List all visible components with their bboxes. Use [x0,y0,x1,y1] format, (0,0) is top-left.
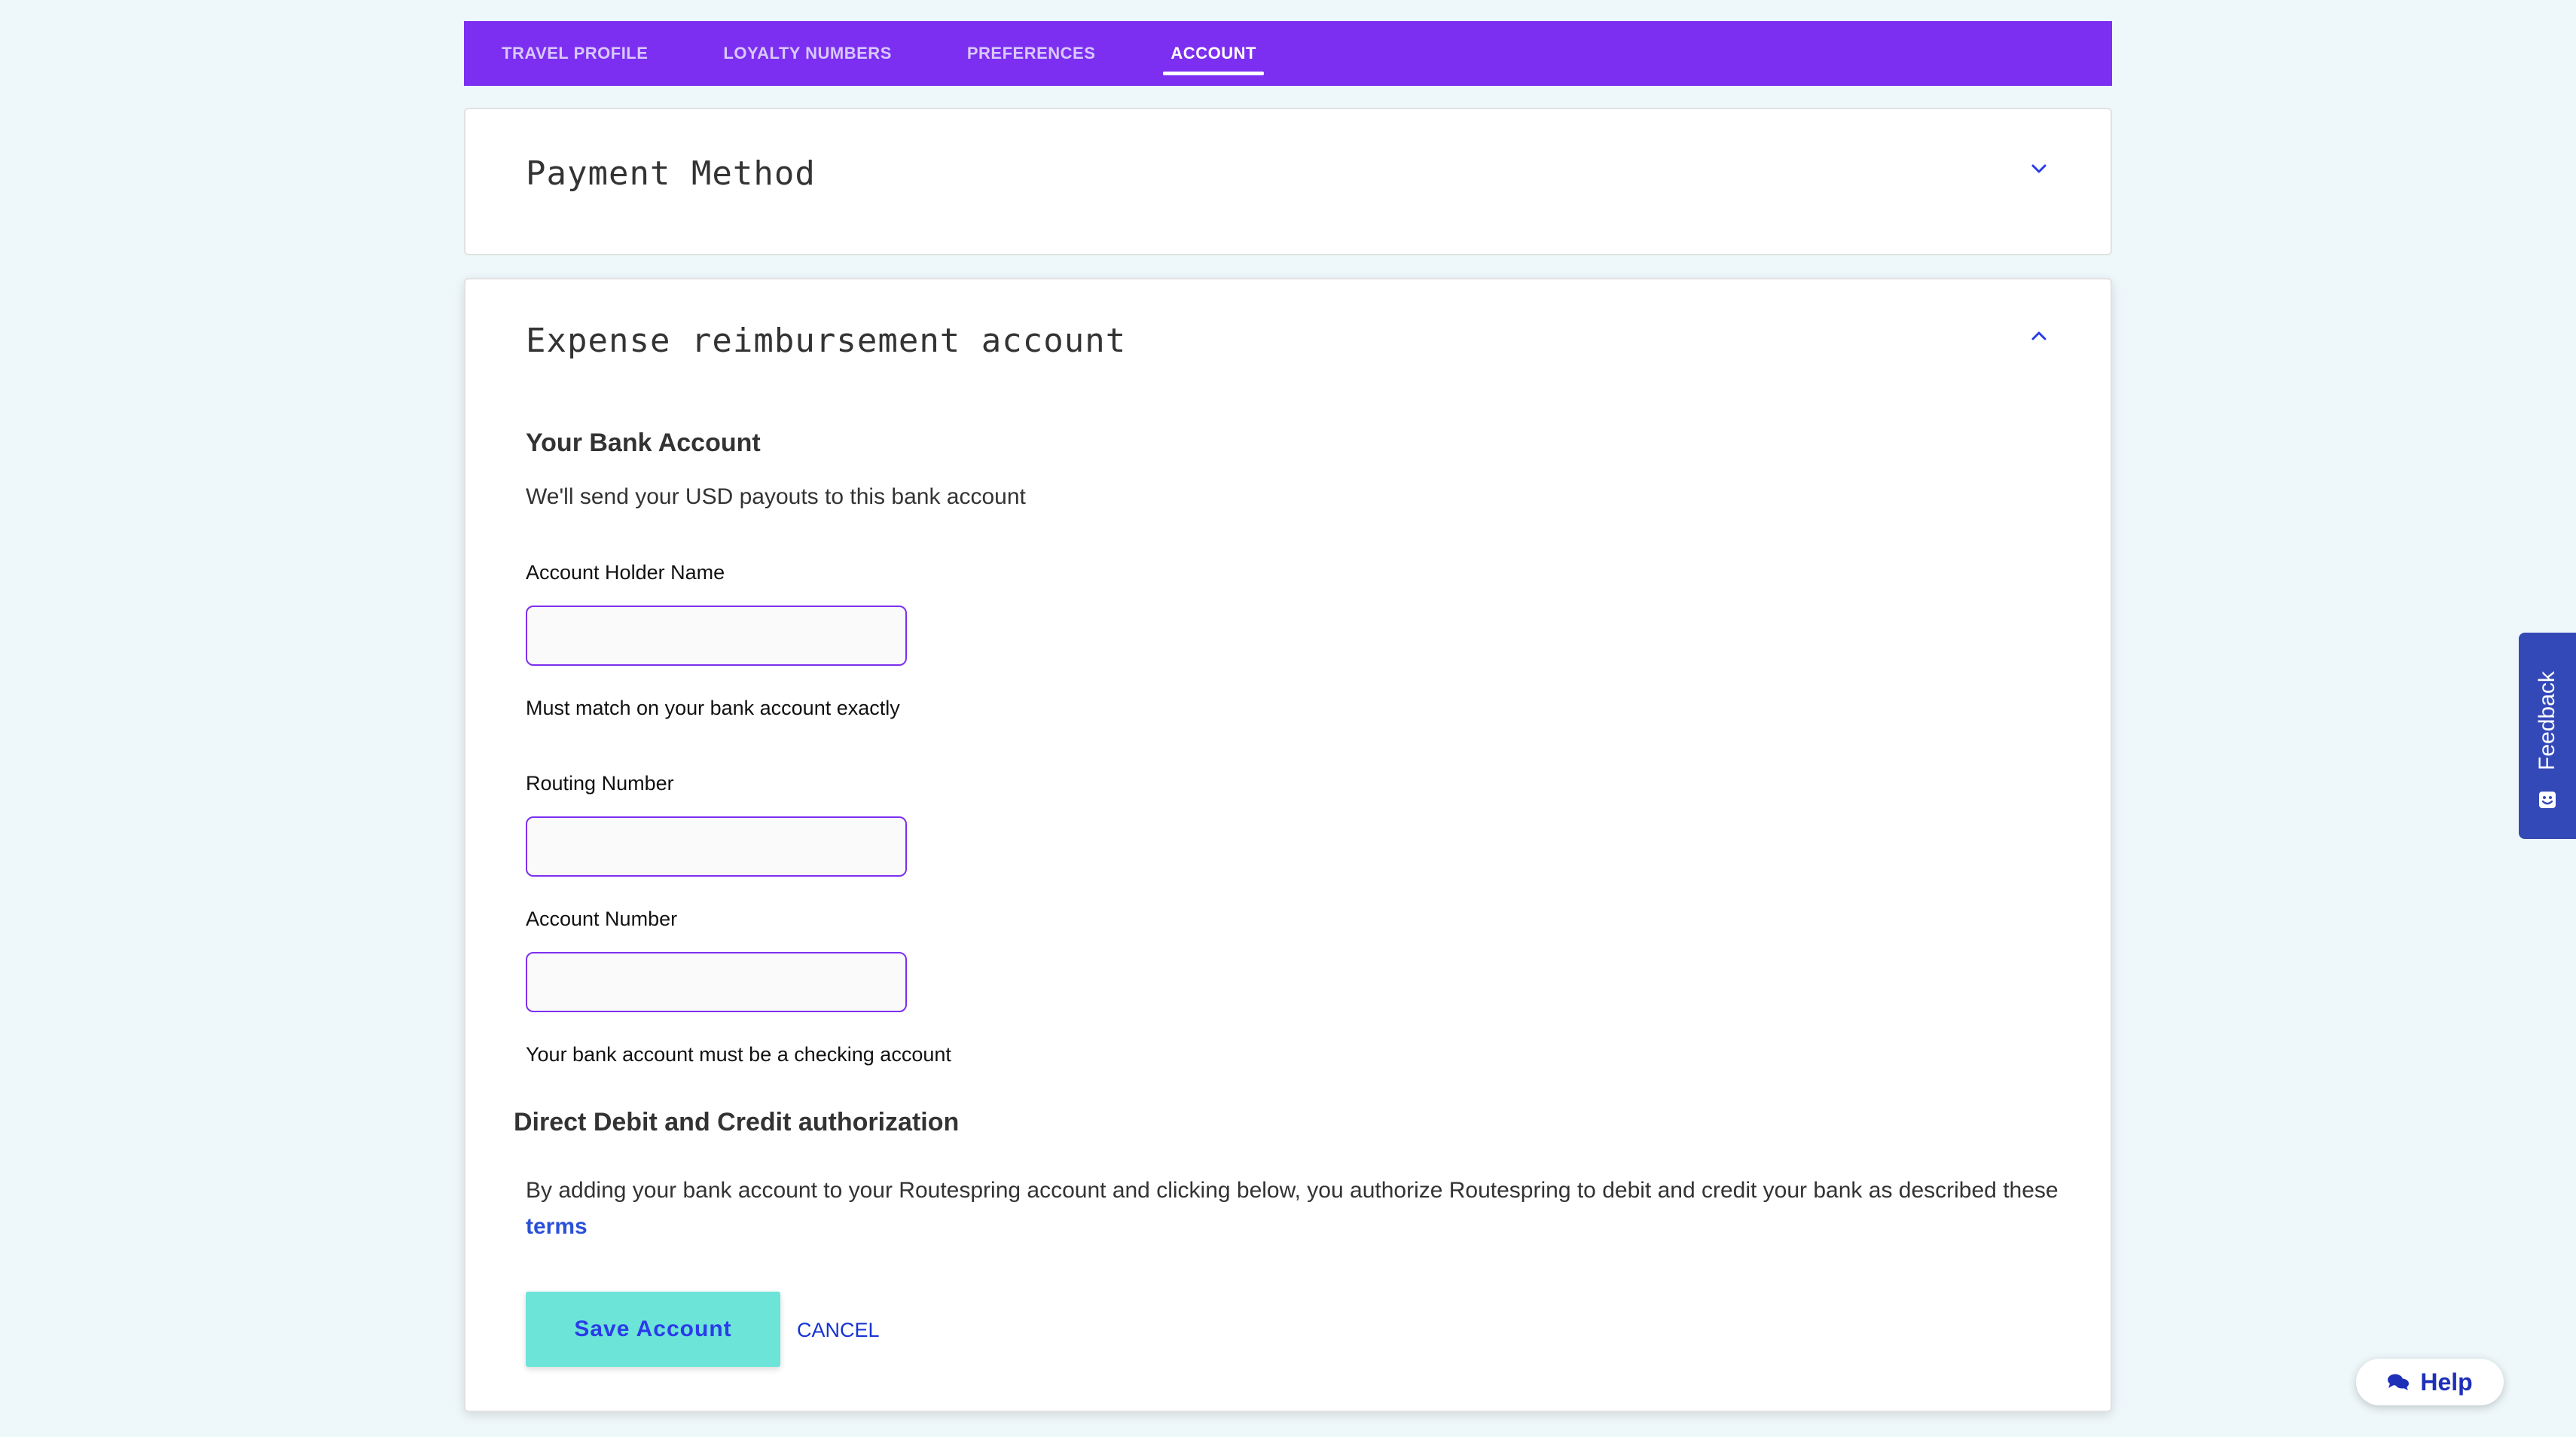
payment-method-card [464,108,2112,255]
routing-number-input[interactable] [526,816,907,877]
chevron-down-icon[interactable] [2029,159,2049,178]
tab-loyalty-numbers[interactable]: LOYALTY NUMBERS [723,44,892,63]
bank-account-heading: Your Bank Account [526,429,761,457]
feedback-tab[interactable] [2519,633,2576,839]
chat-bubbles-icon [2387,1372,2410,1392]
account-number-input[interactable] [526,952,907,1012]
tab-travel-profile[interactable]: TRAVEL PROFILE [502,44,649,63]
authorization-text [526,1173,2062,1245]
expense-reimbursement-title: Expense reimbursement account [526,322,1127,360]
cancel-button[interactable]: CANCEL [797,1319,880,1341]
account-holder-input[interactable] [526,606,907,666]
tab-account[interactable]: ACCOUNT [1170,21,1256,86]
profile-nav [464,21,2112,86]
bank-account-subtext: We'll send your USD payouts to this bank account [526,484,1026,509]
payment-method-title: Payment Method [526,154,816,193]
account-holder-label: Account Holder Name [526,561,725,584]
chevron-up-icon[interactable] [2029,326,2049,346]
help-label: Help [2420,1368,2473,1396]
help-button[interactable] [2356,1359,2504,1405]
feedback-label: Feedback [2535,671,2559,770]
save-account-button[interactable]: Save Account [526,1292,780,1367]
account-holder-hint: Must match on your bank account exactly [526,697,900,719]
account-number-label: Account Number [526,908,678,930]
terms-link[interactable]: terms [526,1214,588,1239]
expense-reimbursement-card [464,278,2112,1412]
account-number-hint: Your bank account must be a checking account [526,1043,951,1066]
tab-preferences[interactable]: PREFERENCES [966,44,1096,63]
authorization-body: By adding your bank account to your Routespring account and clicking below, you authorize Routespring to debit and credit your bank as described these [526,1178,2059,1203]
authorization-heading: Direct Debit and Credit authorization [514,1108,960,1136]
smiley-icon [2537,789,2558,810]
routing-number-label: Routing Number [526,772,674,795]
